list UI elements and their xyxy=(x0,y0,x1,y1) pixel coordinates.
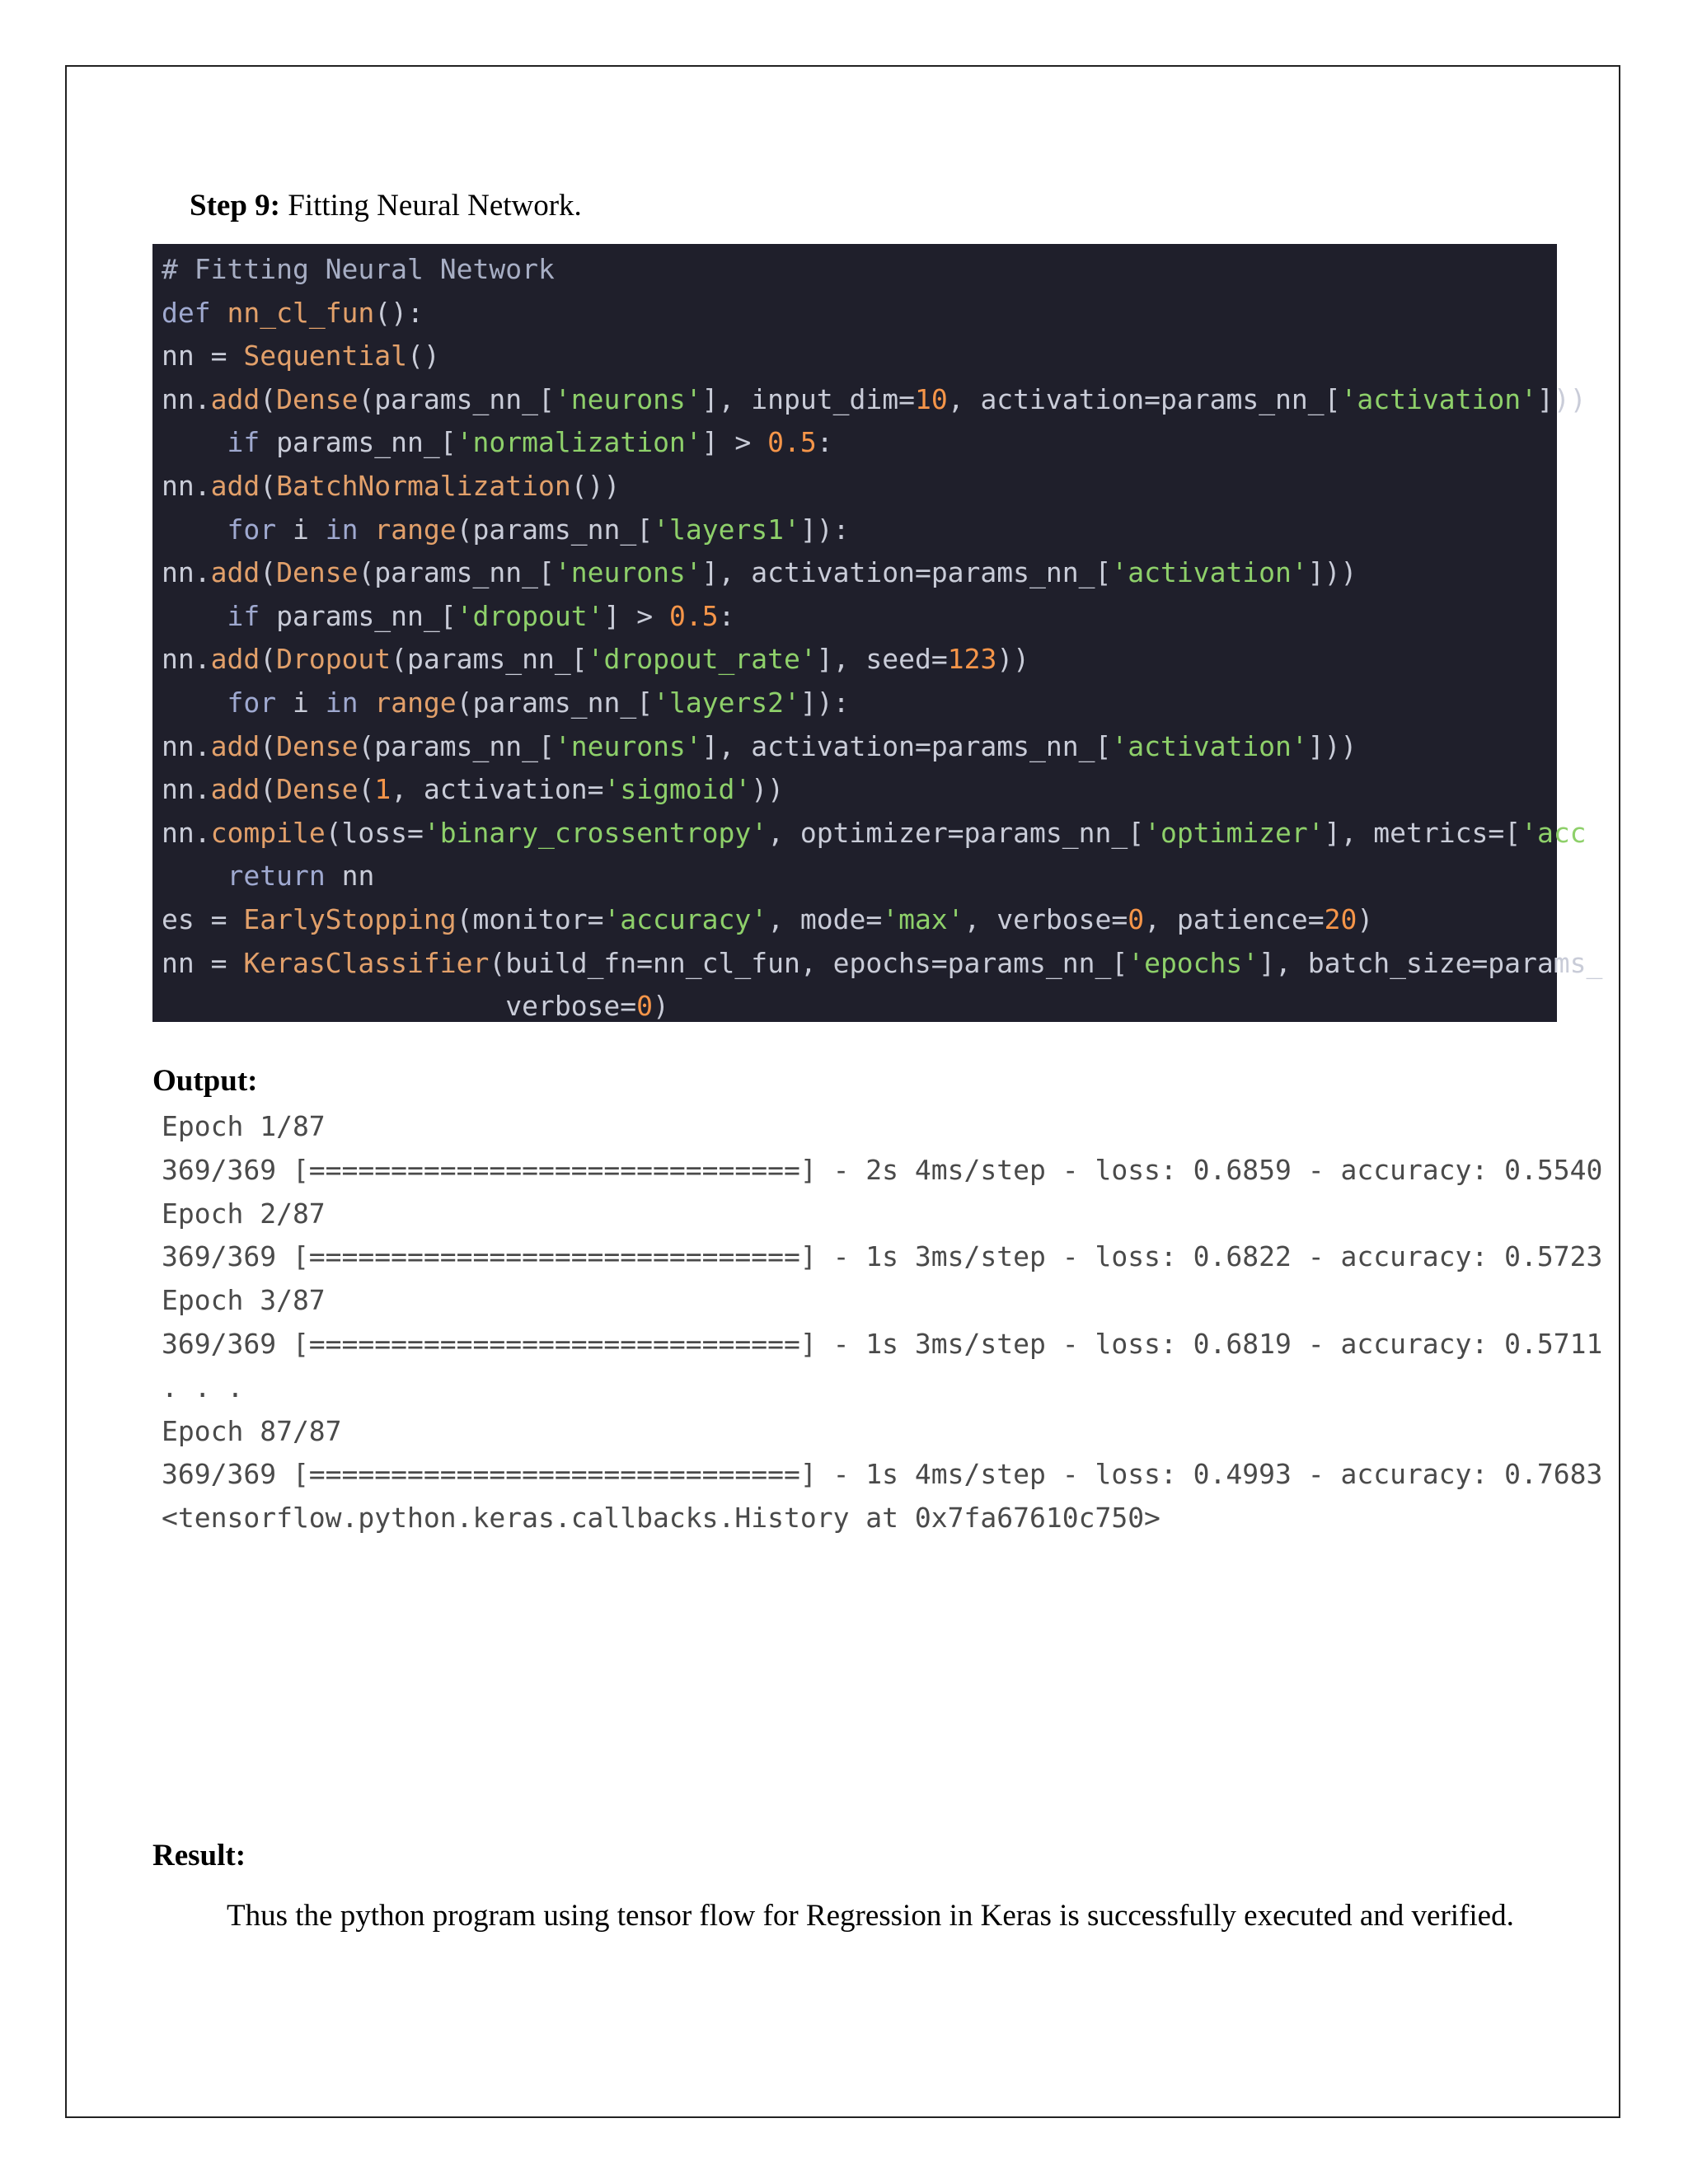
code-token: nn = xyxy=(162,340,244,373)
code-token: compile xyxy=(210,816,326,849)
code-token: KerasClassifier xyxy=(243,946,490,979)
code-token: Dropout xyxy=(276,643,392,676)
code-token: 'layers2' xyxy=(653,686,800,719)
code-token: 0.5 xyxy=(668,599,719,632)
code-token: 'epochs' xyxy=(1128,946,1259,979)
code-token: ]): xyxy=(799,513,850,546)
code-token: : xyxy=(816,426,833,459)
code-token: ( xyxy=(260,382,277,415)
code-token: () xyxy=(407,340,440,373)
code-token: in xyxy=(325,513,359,546)
code-line xyxy=(152,942,1603,986)
code-line xyxy=(152,812,1587,855)
code-line xyxy=(152,335,1557,378)
code-token: if xyxy=(227,599,260,632)
code-token: Dense xyxy=(276,382,359,415)
code-token: ( xyxy=(358,773,375,806)
code-token: , optimizer=params_nn_[ xyxy=(767,816,1145,849)
code-token: ()) xyxy=(570,469,621,502)
code-token: 'layers1' xyxy=(653,513,800,546)
code-token: ], metrics=[ xyxy=(1324,816,1522,849)
code-token: 'accuracy' xyxy=(603,902,768,935)
output-line: 369/369 [==============================] - 1s 4ms/step - loss: 0.4993 - accuracy: 0.7683 xyxy=(162,1458,1603,1491)
code-token: (params_nn_[ xyxy=(358,556,555,589)
code-token: , activation=params_nn_[ xyxy=(947,382,1341,415)
code-token: add xyxy=(210,773,260,806)
code-line xyxy=(152,509,1557,552)
code-token: EarlyStopping xyxy=(243,902,457,935)
code-token: 'activation' xyxy=(1111,556,1308,589)
output-line: Epoch 87/87 xyxy=(162,1414,342,1447)
code-token: add xyxy=(210,729,260,762)
code-token: (params_nn_[ xyxy=(391,643,588,676)
code-line xyxy=(152,551,1557,595)
code-token: 'neurons' xyxy=(554,729,702,762)
code-token: params_nn_[ xyxy=(260,599,457,632)
step-title: Fitting Neural Network. xyxy=(279,189,582,223)
code-token: nn. xyxy=(162,816,211,849)
code-token: (build_fn=nn_cl_fun, epochs=params_nn_[ xyxy=(489,946,1128,979)
code-line xyxy=(152,638,1557,682)
code-token: for xyxy=(227,513,277,546)
code-block xyxy=(152,244,1603,1023)
code-token: add xyxy=(210,643,260,676)
code-token: 'acc xyxy=(1521,816,1587,849)
code-token: (params_nn_[ xyxy=(358,729,555,762)
output-line: Epoch 3/87 xyxy=(162,1284,326,1317)
code-token: def xyxy=(162,296,227,329)
code-token: (params_nn_[ xyxy=(358,382,555,415)
code-token: ])) xyxy=(1536,382,1587,415)
code-token: (monitor= xyxy=(456,902,604,935)
code-line xyxy=(152,682,1557,725)
code-token: i xyxy=(276,686,326,719)
code-token: (): xyxy=(374,296,424,329)
code-token xyxy=(162,426,227,458)
code-token xyxy=(162,513,227,546)
code-token: ])) xyxy=(1307,556,1357,589)
code-token: 123 xyxy=(947,643,997,676)
code-token: Sequential xyxy=(243,340,408,373)
code-token: ) xyxy=(1357,902,1374,935)
code-token: 'dropout_rate' xyxy=(587,643,817,676)
code-token: ( xyxy=(260,643,277,676)
output-line: Epoch 1/87 xyxy=(162,1110,326,1142)
code-token: 20 xyxy=(1324,902,1357,935)
output-line: <tensorflow.python.keras.callbacks.History at 0x7fa67610c750> xyxy=(162,1502,1160,1535)
code-line xyxy=(152,465,1557,509)
code-token xyxy=(162,600,227,632)
code-token: in xyxy=(325,686,359,719)
code-token: : xyxy=(718,599,735,632)
code-token: 'normalization' xyxy=(456,426,702,459)
code-token: , mode= xyxy=(767,902,883,935)
code-token: )) xyxy=(996,643,1030,676)
code-line xyxy=(152,725,1557,769)
code-token: 'neurons' xyxy=(554,556,702,589)
code-token: 'binary_crossentropy' xyxy=(423,816,768,849)
code-token: ( xyxy=(260,469,277,502)
code-token: ], activation=params_nn_[ xyxy=(701,556,1112,589)
code-token: add xyxy=(210,382,260,415)
code-token: ( xyxy=(260,729,277,762)
code-token: ] > xyxy=(701,426,768,459)
code-token: nn. xyxy=(162,469,211,502)
code-token xyxy=(162,687,227,719)
code-token: 'activation' xyxy=(1111,729,1308,762)
code-token: Dense xyxy=(276,729,359,762)
code-token: ], batch_size=params_ xyxy=(1259,946,1603,979)
code-token: es = xyxy=(162,902,244,935)
code-token: nn = xyxy=(162,946,244,979)
code-token: params_nn_[ xyxy=(260,426,457,459)
code-token: for xyxy=(227,686,277,719)
code-token: 'dropout' xyxy=(456,599,604,632)
code-token: ], seed= xyxy=(816,643,948,676)
code-token: 'optimizer' xyxy=(1144,816,1325,849)
output-line: Epoch 2/87 xyxy=(162,1197,326,1230)
code-token: 'neurons' xyxy=(554,382,702,415)
output-line: . . . xyxy=(162,1371,244,1404)
code-token: 0 xyxy=(1128,902,1145,935)
code-line xyxy=(152,248,1557,292)
code-token: nn_cl_fun xyxy=(227,296,375,329)
code-token: verbose= xyxy=(162,990,637,1023)
code-line xyxy=(152,421,1557,465)
output-line: 369/369 [==============================] - 1s 3ms/step - loss: 0.6819 - accuracy: 0.5711 xyxy=(162,1327,1603,1360)
code-token: add xyxy=(210,469,260,502)
code-token: ]): xyxy=(799,686,850,719)
code-token: nn. xyxy=(162,643,211,676)
code-token: ], input_dim= xyxy=(701,382,915,415)
code-line xyxy=(152,898,1557,942)
code-token: nn. xyxy=(162,556,211,589)
code-token: 'sigmoid' xyxy=(603,773,752,806)
code-token: (params_nn_[ xyxy=(456,686,654,719)
output-block xyxy=(152,1105,1603,1540)
code-token xyxy=(358,687,374,719)
code-token: 0 xyxy=(636,990,654,1023)
output-line: 369/369 [==============================] - 2s 4ms/step - loss: 0.6859 - accuracy: 0.5540 xyxy=(162,1153,1603,1186)
code-token: ] > xyxy=(603,599,669,632)
code-token: BatchNormalization xyxy=(276,469,571,502)
code-token: , verbose= xyxy=(964,902,1128,935)
code-line xyxy=(152,768,1557,812)
code-line xyxy=(152,378,1587,422)
output-line: 369/369 [==============================] - 1s 3ms/step - loss: 0.6822 - accuracy: 0.5723 xyxy=(162,1240,1603,1273)
code-token: 'activation' xyxy=(1340,382,1537,415)
output-heading: Output: xyxy=(152,1064,258,1098)
step-label: Step 9: xyxy=(190,189,280,223)
result-text: Thus the python program using tensor flow for Regression in Keras is successfully executed and verified. xyxy=(227,1899,1514,1933)
code-token: )) xyxy=(751,773,785,806)
code-line xyxy=(152,855,1557,898)
code-token: (params_nn_[ xyxy=(456,513,654,546)
code-token: ], activation=params_nn_[ xyxy=(701,729,1112,762)
code-token: , activation= xyxy=(391,773,604,806)
code-token xyxy=(162,860,227,892)
code-token: ( xyxy=(260,773,277,806)
step-heading xyxy=(190,188,582,223)
code-token: (loss= xyxy=(325,816,424,849)
code-line xyxy=(152,292,1557,335)
code-token: Dense xyxy=(276,773,359,806)
code-token: , patience= xyxy=(1144,902,1325,935)
code-token xyxy=(358,513,374,546)
code-token: range xyxy=(374,686,457,719)
code-token: Dense xyxy=(276,556,359,589)
code-token: nn xyxy=(325,860,375,893)
result-heading: Result: xyxy=(152,1839,246,1872)
code-token: nn. xyxy=(162,382,211,415)
code-token: ) xyxy=(653,990,669,1023)
code-token: 'max' xyxy=(882,902,964,935)
code-token: 1 xyxy=(374,773,392,806)
code-token: if xyxy=(227,426,260,459)
code-token: add xyxy=(210,556,260,589)
code-token: range xyxy=(374,513,457,546)
code-token: return xyxy=(227,860,326,893)
code-token: 10 xyxy=(914,382,948,415)
code-token: ( xyxy=(260,556,277,589)
code-line xyxy=(152,595,1557,639)
code-token: i xyxy=(276,513,326,546)
code-token: 0.5 xyxy=(767,426,817,459)
code-line xyxy=(152,985,1557,1029)
code-token: nn. xyxy=(162,729,211,762)
code-token: ])) xyxy=(1307,729,1357,762)
code-token: # Fitting Neural Network xyxy=(162,253,555,285)
code-token: nn. xyxy=(162,773,211,806)
